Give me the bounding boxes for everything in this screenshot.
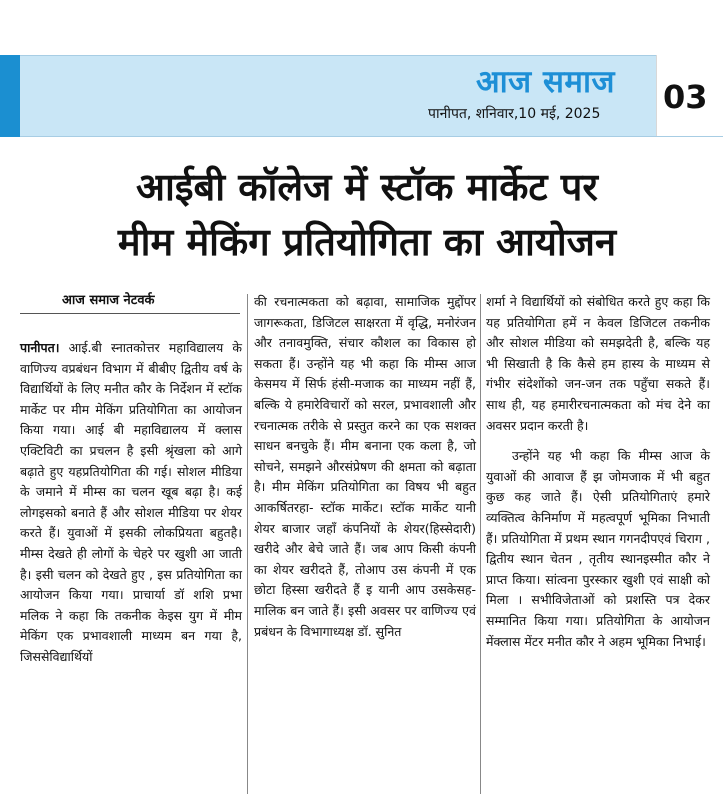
- byline-divider: [20, 313, 240, 314]
- article-column-1: [20, 338, 242, 668]
- article-column-2: [254, 292, 476, 642]
- column-3-paragraph-1: शर्मा ने विद्यार्थियों को संबोधित करते हुए कहा कि यह प्रतियोगिता हमें न केवल डिजिटल तकनीक और सोशल मीडिया को समझदेती है, बल्कि यह भी सिखाती है कि कैसे हम हास्य के माध्यम से गंभीर संदेशोंको जन-जन तक पहुँचा सकते हैं। साथ ही, यह हमारीरचनात्मकता को मंच देने का अवसर प्रदान करती है।: [486, 294, 710, 433]
- article-column-3: [486, 292, 710, 652]
- column-2-text: की रचनात्मकता को बढ़ावा, सामाजिक मुद्दोंपर जागरूकता, डिजिटल साक्षरता में वृद्धि, मनोरंजन और तनावमुक्ति, संचार कौशल का विकास हो सकता हैं। उन्होंने यह भी कहा कि मीम्स आज केसमय में सिर्फ हंसी-मजाक का माध्यम नहीं हैं, बल्कि ये हमारेविचारों को सरल, प्रभावशाली और रचनात्मक तरीके से प्रस्तुत करने का एक सशक्त साधन बनचुके हैं। मीम बनाना एक कला है, जो सोचने, समझने औरसंप्रेषण की क्षमता को बढ़ाता है। मीम मेकिंग प्रतियोगिता का विषय भी बहुत आकर्षितरहा- स्टॉक मार्केट। स्टॉक मार्केट यानी शेयर बाजार जहाँ कंपनियों के शेयर(हिस्सेदारी) खरीदे और बेचे जाते हैं। जब आप किसी कंपनी का शेयर खरीदते हैं, तोआप उस कंपनी में एक छोटा हिस्सा खरीदते हैं इ यानी आप उसकेसह-मालिक बन जाते हैं। इसी अवसर पर वाणिज्य एवं प्रबंधन के विभागाध्यक्ष डॉ. सुनित: [254, 294, 476, 639]
- masthead-accent-bar: [0, 55, 20, 137]
- column-1-text: आई.बी स्नातकोत्तर महाविद्यालय के वाणिज्य वप्रबंधन विभाग में बीबीए द्वितीय वर्ष के विद्यार्थियों के लिए मनीत कौर के निर्देशन में स्टॉक मार्केट पर मीम मेकिंग प्रतियोगिता का आयोजन किया गया। आई बी महाविद्यालय में क्लास एक्टिविटी का प्रचलन है इसी श्रृंखला को आगे बढ़ाते हुए यहप्रतियोगिता की गई। सोशल मीडिया के जमाने में मीम्स का चलन खूब बढ़ा है। कई लोगइसको बनाते हैं और सोशल मीडिया पर शेयर करते हैं। युवाओं में इसकी लोकप्रियता बहुतहै। मीम्स देखते ही लोगों के चेहरे पर खुशी आ जाती है। इसी चलन को देखते हुए , इस प्रतियोगिता का आयोजन किया गया। प्राचार्या डॉ शशि प्रभा मलिक ने कहा कि तकनीक केइस युग में मीम मेकिंग एक प्रभावशाली माध्यम बन गया है, जिससेविद्यार्थियों: [20, 340, 242, 664]
- column-divider-2: [480, 294, 481, 794]
- column-1-paragraph: [20, 338, 242, 668]
- article-headline: [22, 160, 712, 270]
- column-3-paragraph-2: उन्होंने यह भी कहा कि मीम्स आज के युवाओं की आवाज हैं झ जोमजाक में भी बहुत कुछ कह जाते हैं। ऐसी प्रतियोगिताएं हमारे व्यक्तित्व केनिर्माण में महत्वपूर्ण भूमिका निभाती हैं। प्रतियोगिता में प्रथम स्थान गगनदीपएवं चिराग , द्वितीय स्थान चेतन , तृतीय स्थानइस्मीत कौर ने प्राप्त किया। सांत्वना पुरस्कार खुशी एवं साक्षी को मिला । सभीविजेताओं को प्रशस्ति पत्र देकर सम्मानित किया गया। प्रतियोगिता के आयोजन मेंक्लास मेंटर मनीत कौर ने अहम भूमिका निभाई।: [486, 448, 710, 649]
- column-divider-1: [247, 294, 248, 794]
- article-dateline: पानीपत।: [20, 340, 60, 355]
- newspaper-brand: आज समाज: [476, 64, 616, 100]
- page-number: 03: [663, 78, 708, 116]
- paragraph-gap: [486, 436, 710, 446]
- headline-line-1: आईबी कॉलेज में स्टॉक मार्केट पर: [136, 165, 598, 209]
- masthead-dateline: पानीपत, शनिवार,10 मई, 2025: [428, 106, 601, 122]
- article-byline: आज समाज नेटवर्क: [62, 293, 155, 308]
- headline-line-2: मीम मेकिंग प्रतियोगिता का आयोजन: [117, 220, 617, 264]
